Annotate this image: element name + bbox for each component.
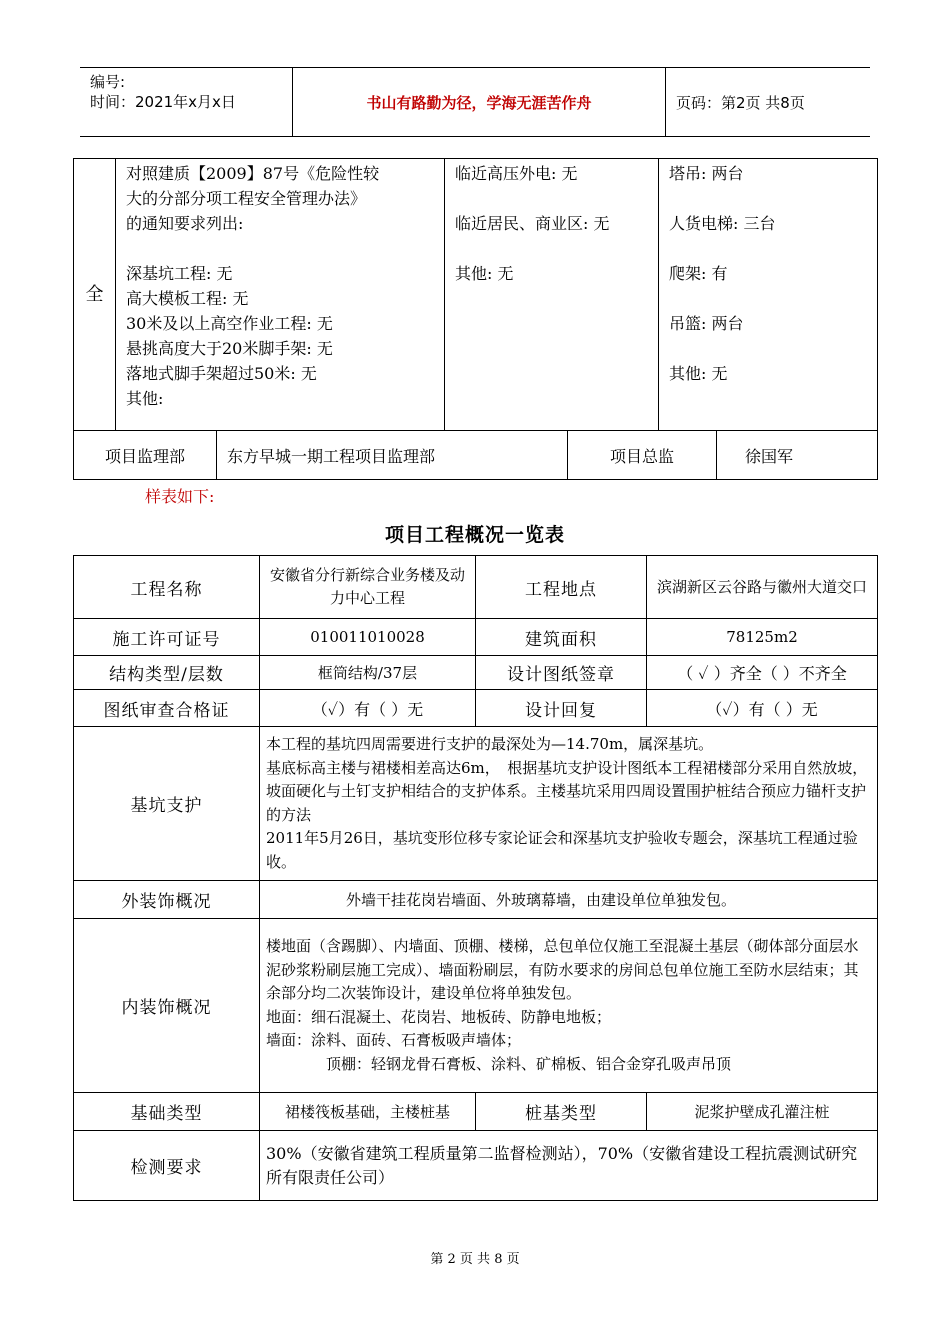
page-footer: 第 2 页 共 8 页 [430,1252,520,1267]
surroundings-item [455,236,658,261]
page-header [80,67,870,137]
dangerous-works-cell [116,159,445,431]
table-row [74,690,878,727]
name-label: 工程名称 [74,556,260,619]
equipment-item: 人货电梯: 三台 [669,214,776,233]
permit-value: 010011010028 [260,619,476,656]
dangerous-works-item: 悬挑高度大于20米脚手架: 无 [126,339,333,358]
dangerous-works-item: 对照建质【2009】87号《危险性较 [126,164,380,183]
motto: 书山有路勤为径，学海无涯苦作舟 [293,68,666,137]
chief-value: 徐国军 [717,431,878,480]
dangerous-works-item: 其他: [126,389,164,408]
overview-table [73,555,878,1201]
surroundings-list [455,161,658,286]
page-indicator: 页码：第2页 共8页 [666,68,871,137]
interior-lines [266,935,871,1076]
dangerous-works-item: 落地式脚手架超过50米: 无 [126,364,317,383]
review-value: （✓）有（ ）无 [260,690,476,727]
table-row [74,619,878,656]
pit-paragraph: 基底标高主楼与裙楼相差高达6m， 根据基坑支护设计图纸本工程裙楼部分采用自然放坡，坡面硬化与土钉支护相结合的支护体系。主楼基坑采用四周设置围护桩结合预应力锚杆支护的方法 [266,758,868,824]
equipment-item [669,236,877,261]
chief-label: 项目总监 [568,431,717,480]
location-label: 工程地点 [476,556,647,619]
dangerous-works-item: 30米及以上高空作业工程: 无 [126,314,333,333]
area-label: 建筑面积 [476,619,647,656]
pile-label: 桩基类型 [476,1093,647,1131]
foundation-value: 裙楼筏板基础，主楼桩基 [260,1093,476,1131]
surroundings-item: 其他: 无 [455,264,514,283]
dangerous-works-item: 的通知要求列出: [126,214,244,233]
surroundings-item: 临近居民、商业区: 无 [455,214,610,233]
sample-note: 样表如下: [145,487,215,506]
surroundings-item [455,186,658,211]
side-char-cell: 全 [74,159,116,431]
pit-description [260,727,878,881]
time-label: 时间：2021年x月x日 [90,93,236,111]
pile-value: 泥浆护壁成孔灌注桩 [647,1093,878,1131]
supervision-table [73,430,878,480]
area-value: 78125m2 [647,619,878,656]
table-row [74,881,878,919]
location-value: 滨湖新区云谷路与徽州大道交口 [647,556,878,619]
table-row [74,727,878,881]
interior-paragraph: 楼地面（含踢脚）、内墙面、顶棚、楼梯，总包单位仅施工至混凝土基层（砌体部分面层水泥砂浆粉刷层施工完成）、墙面粉刷层，有防水要求的房间总包单位施工至防水层结束；其余部分均二次装饰设计，建设单位将单独发包。 [266,937,859,1002]
header-meta [80,68,293,137]
table-row [74,1093,878,1131]
equipment-cell [659,159,878,431]
dangerous-works-item: 高大模板工程: 无 [126,289,249,308]
interior-paragraph: 地面：细石混凝土、花岗岩、地板砖、防静电地板； [266,1007,612,1026]
interior-paragraph: 顶棚：轻钢龙骨石膏板、涂料、矿棉板、铝合金穿孔吸声吊顶 [266,1054,732,1073]
exterior-label: 外装饰概况 [74,881,260,919]
exterior-value: 外墙干挂花岗岩墙面、外玻璃幕墙，由建设单位单独发包。 [260,881,878,919]
surroundings-item: 临近高压外电: 无 [455,164,578,183]
equipment-item: 吊篮: 两台 [669,314,744,333]
supervision-value: 东方早城一期工程项目监理部 [217,431,568,480]
foundation-label: 基础类型 [74,1093,260,1131]
equipment-item [669,336,877,361]
equipment-item [669,286,877,311]
pit-paragraph: 2011年5月26日，基坑变形位移专家论证会和深基坑支护验收专题会，深基坑工程通过验收。 [266,829,858,871]
name-value: 安徽省分行新综合业务楼及动力中心工程 [260,556,476,619]
table-row [74,656,878,690]
structure-value: 框筒结构/37层 [260,656,476,690]
dangerous-works-item: 大的分部分项工程安全管理办法》 [126,189,367,208]
table-row [74,919,878,1093]
table-row [74,556,878,619]
number-label: 编号: [90,73,126,91]
pit-label: 基坑支护 [74,727,260,881]
seal-label: 设计图纸签章 [476,656,647,690]
structure-label: 结构类型/层数 [74,656,260,690]
safety-table [73,158,878,431]
interior-label: 内装饰概况 [74,919,260,1093]
table-row [74,1131,878,1201]
pit-paragraph: 本工程的基坑四周需要进行支护的最深处为—14.70m，属深基坑。 [266,735,714,753]
reply-value: （✓）有（ ）无 [647,690,878,727]
surroundings-cell [445,159,659,431]
testing-value: 30%（安徽省建筑工程质量第二监督检测站），70%（安徽省建设工程抗震测试研究所有限责任公司） [260,1131,878,1201]
permit-label: 施工许可证号 [74,619,260,656]
equipment-item [669,186,877,211]
equipment-item: 爬架: 有 [669,264,728,283]
dangerous-works-list [126,161,444,411]
testing-label: 检测要求 [74,1131,260,1201]
interior-description [260,919,878,1093]
interior-paragraph: 墙面：涂料、面砖、石膏板吸声墙体； [266,1031,522,1049]
equipment-item: 塔吊: 两台 [669,164,744,183]
pit-lines [266,733,871,874]
seal-value: （ ✓ ）齐全（ ）不齐全 [647,656,878,690]
dangerous-works-item [126,236,444,261]
page-title: 项目工程概况一览表 [384,524,565,546]
reply-label: 设计回复 [476,690,647,727]
equipment-item: 其他: 无 [669,364,728,383]
supervision-label: 项目监理部 [74,431,217,480]
review-label: 图纸审查合格证 [74,690,260,727]
dangerous-works-item: 深基坑工程: 无 [126,264,233,283]
equipment-list [669,161,877,386]
